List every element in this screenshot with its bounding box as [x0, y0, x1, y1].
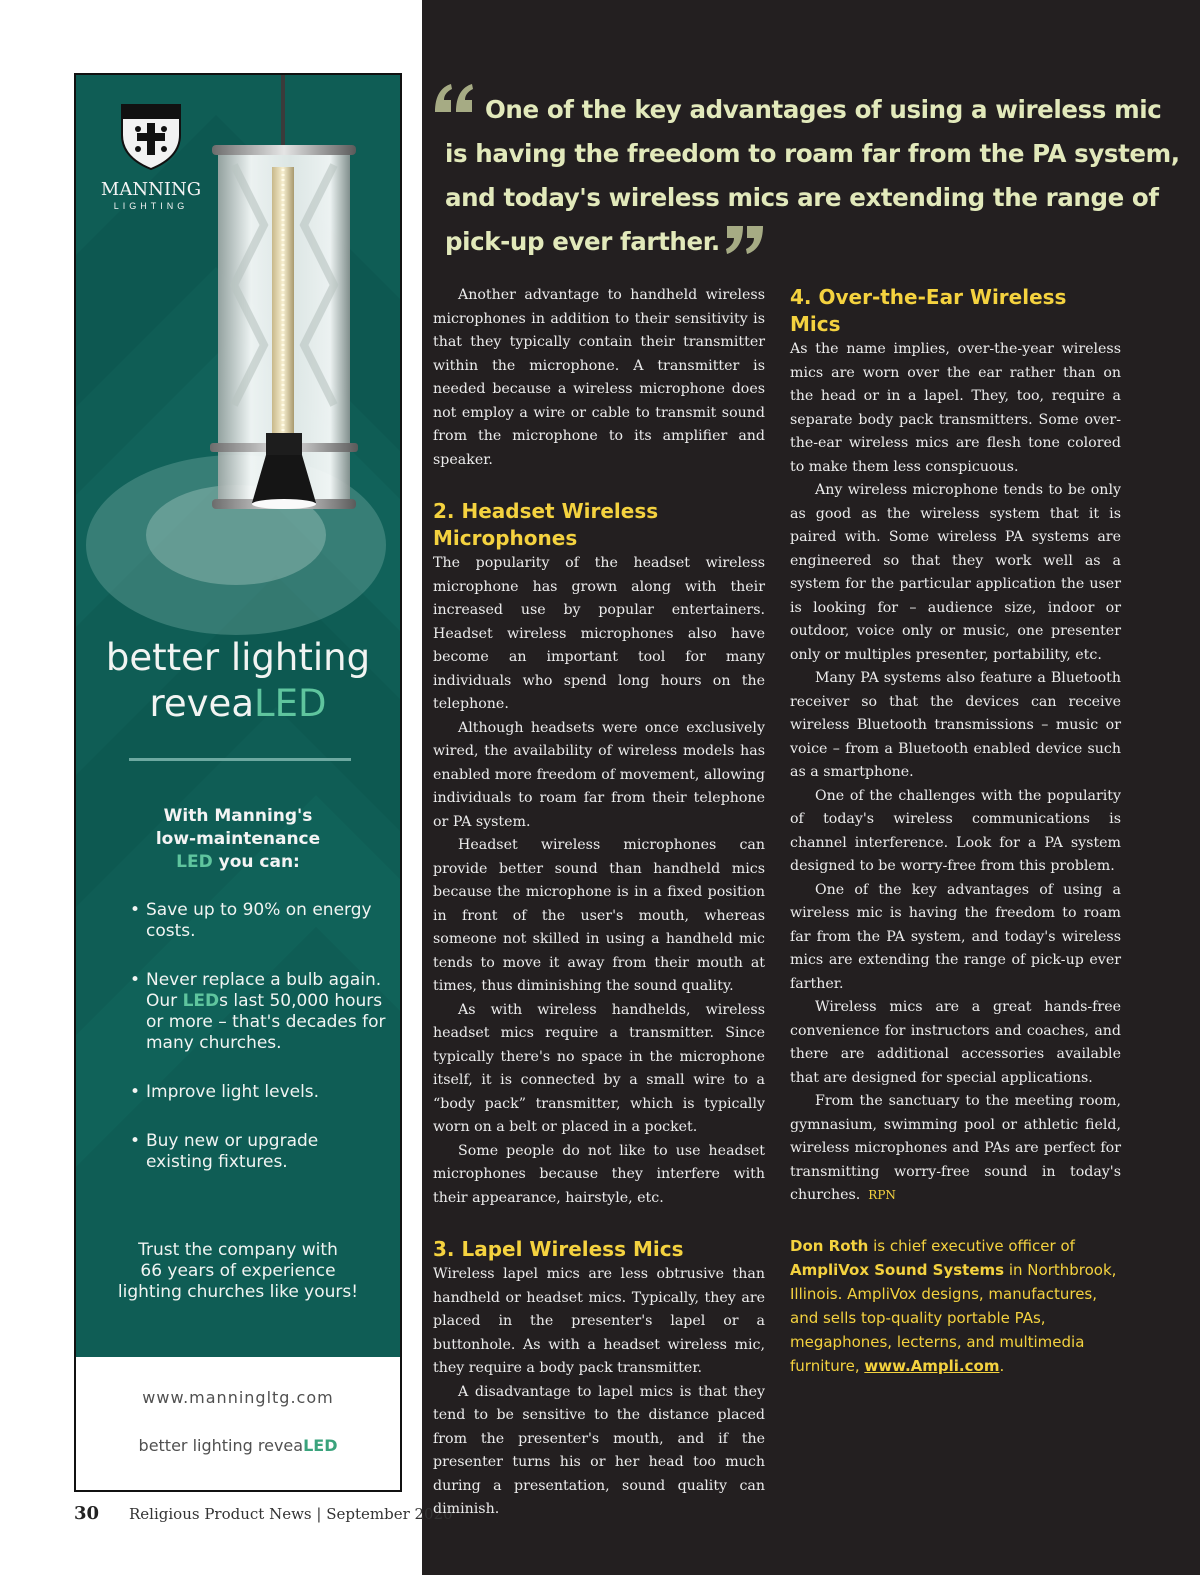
- page-number: 30: [74, 1503, 100, 1524]
- lead-line-1: With Manning's: [163, 806, 313, 826]
- benefit-text: Never replace a bulb again. Our: [146, 970, 382, 1011]
- pull-quote-line: is having the freedom to roam far from the PA system,: [445, 139, 1180, 168]
- lead-line-3: [76, 851, 400, 874]
- bio-text: is chief executive officer of: [868, 1236, 1075, 1255]
- benefit-item: • Improve light levels.: [130, 1082, 390, 1103]
- page-folio: [74, 1503, 453, 1524]
- closing-paragraph-text: From the sanctuary to the meeting room, gymnasium, swimming pool or athletic field, wireless microphones and PAs are perfect for transmitting worry-free sound in today's churches.: [790, 1093, 1121, 1203]
- benefit-item: • Save up to 90% on energy costs.: [130, 900, 390, 942]
- benefit-item: • Buy new or upgrade existing fixtures.: [130, 1131, 390, 1173]
- ad-trust-statement: [76, 1240, 400, 1303]
- tagline-led: LED: [254, 682, 327, 725]
- lead-line-2: low-maintenance: [155, 829, 321, 849]
- footer-tag-led: LED: [303, 1436, 338, 1455]
- pull-quote-line: pick-up ever farther.: [445, 227, 720, 256]
- benefit-text: s last 50,000 hours or more – that's decades for many churches.: [146, 991, 386, 1053]
- author-bio: [790, 1234, 1121, 1378]
- article-paragraph: One of the challenges with the popularity of today's wireless communications is channel interference. Look for a PA system designed to be worry-free from this problem.: [790, 787, 1121, 874]
- bio-text: .: [999, 1356, 1005, 1375]
- benefit-led: LED: [182, 991, 220, 1011]
- ad-website-link[interactable]: www.manningltg.com: [142, 1388, 334, 1407]
- trust-line-3: lighting churches like yours!: [117, 1282, 359, 1302]
- article-paragraph: Some people do not like to use headset microphones because they interfere with their appearance, hairstyle, etc.: [433, 1142, 765, 1206]
- article-column-1: [433, 284, 765, 1522]
- article-paragraph: As the name implies, over-the-year wireless mics are worn over the ear rather than on the head or in a lapel. They, too, require a separate body pack transmitters. Some over-the-ear wireless mics are flesh tone colored to make them less conspicuous.: [790, 341, 1121, 475]
- ad-benefits-list: [130, 900, 390, 1201]
- article-paragraph: Many PA systems also feature a Bluetooth receiver so that the devices can receive wireless Bluetooth transmissions – music or voice – from a Bluetooth enabled device such as a smartphone.: [790, 670, 1121, 780]
- ad-tagline: [76, 635, 400, 727]
- article-paragraph: Any wireless microphone tends to be only as good as the wireless system that it is paired with. Some wireless PA systems are engineered so that they work well as a system for the particular application the user is looking for – audience size, indoor or outdoor, voice only or music, one presenter only or multiples presenter, portability, etc.: [790, 482, 1121, 663]
- pull-quote-line: One of the key advantages of using a wireless mic: [485, 95, 1162, 124]
- footer-tag-prefix: better lighting revea: [138, 1436, 304, 1455]
- article-paragraph: A disadvantage to lapel mics is that they tend to be sensitive to the distance placed from the presenter's mouth, and if the presenter turns his or her head too much during a presentation, sound quality can diminish.: [433, 1383, 765, 1517]
- end-mark: RPN: [868, 1188, 896, 1202]
- close-quote-icon: [726, 224, 764, 256]
- manning-lighting-ad[interactable]: [74, 73, 402, 1492]
- company-name: AmpliVox Sound Systems: [790, 1260, 1005, 1279]
- company-website-link[interactable]: www.Ampli.com: [864, 1356, 1000, 1375]
- brand-name: MANNING: [100, 179, 202, 200]
- lead-rest: you can:: [212, 852, 300, 872]
- benefit-item: [130, 970, 390, 1054]
- section-heading-headset: 2. Headset Wireless Microphones: [433, 499, 659, 550]
- pull-quote: [445, 88, 1180, 264]
- article-paragraph: As with wireless handhelds, wireless headset mics require a transmitter. Since typically there's no space in the microphone itself, it is connected by a small wire to a “body pack” transmitter, which is typically worn on a belt or placed in a pocket.: [433, 1001, 765, 1135]
- lead-led: LED: [176, 852, 213, 872]
- article-paragraph: Headset wireless microphones can provide better sound than handheld mics because the microphone is in a fixed position in front of the user's mouth, whereas someone not skilled in using a handheld mic tends to move it away from their mouth at times, thus diminishing the sound quality.: [433, 837, 765, 994]
- bio-text: in Northbrook, Illinois. AmpliVox designs, manufactures, and sells top-quality portable PAs, megaphones, lecterns, and multimedia furniture,: [790, 1260, 1117, 1375]
- ad-green-panel: [76, 75, 400, 1357]
- article-paragraph: Another advantage to handheld wireless microphones in addition to their sensitivity is that they typically contain their transmitter within the microphone. A transmitter is needed because a wireless microphone does not employ a wire or cable to transmit sound from the microphone to its amplifier and speaker.: [433, 287, 765, 468]
- ad-divider: [129, 758, 351, 761]
- article-paragraph: The popularity of the headset wireless microphone has grown along with their increased use by popular entertainers. Headset wireless microphones also have become an important tool for many individuals who spend long hours on the telephone.: [433, 555, 765, 712]
- ad-footer-tagline: [76, 1436, 400, 1455]
- author-name: Don Roth: [790, 1236, 869, 1255]
- tagline-revea: revea: [149, 682, 254, 725]
- shield-cross-icon: [120, 101, 182, 171]
- article-paragraph: [790, 1090, 1121, 1208]
- trust-line-1: Trust the company with: [138, 1240, 338, 1260]
- pull-quote-line: and today's wireless mics are extending the range of: [445, 183, 1159, 212]
- article-paragraph: Wireless mics are a great hands-free convenience for instructors and coaches, and there are additional accessories available that are designed for special applications.: [790, 999, 1121, 1086]
- brand-subtitle: LIGHTING: [113, 201, 189, 211]
- section-heading-lapel: 3. Lapel Wireless Mics: [433, 1237, 684, 1261]
- article-paragraph: Although headsets were once exclusively wired, the availability of wireless models has enabled more freedom of movement, allowing individuals to roam far from their telephone or PA system.: [433, 719, 765, 830]
- tagline-line-2: [76, 681, 400, 727]
- article-paragraph: Wireless lapel mics are less obtrusive than handheld or headset mics. Typically, they are placed in the presenter's lapel or a buttonhole. As with a headset wireless mic, they require a body pack transmitter.: [433, 1266, 765, 1376]
- manning-logo: [96, 101, 206, 211]
- trust-line-2: 66 years of experience: [140, 1261, 336, 1281]
- article-paragraph: One of the key advantages of using a wireless mic is having the freedom to roam far from the PA system, and today's wireless mics are extending the range of pick-up ever farther.: [790, 881, 1121, 992]
- pendant-lamp-illustration: [204, 75, 364, 545]
- publication-line: Religious Product News | September 2020: [129, 1505, 453, 1523]
- open-quote-icon: [433, 82, 475, 116]
- tagline-line-1: better lighting: [105, 636, 371, 679]
- article-column-2: [790, 284, 1121, 1378]
- ad-lead-text: [76, 805, 400, 874]
- section-heading-over-ear: 4. Over-the-Ear Wireless Mics: [790, 285, 1067, 336]
